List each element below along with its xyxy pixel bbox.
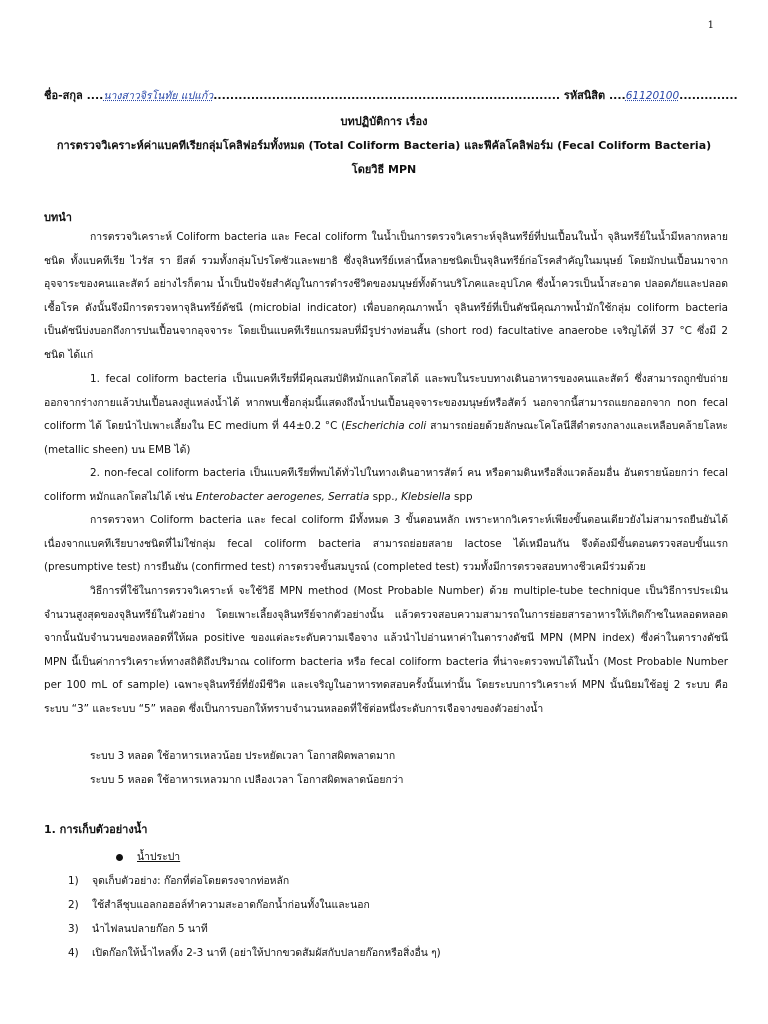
title-line-1: บทปฏิบัติการ เรื่อง [340, 115, 428, 128]
step-number: 4) [68, 947, 79, 959]
system-3-tubes: ระบบ 3 หลอด ใช้อาหารเหลวน้อย ประหยัดเวลา โอกาสผิดพลาดมาก [90, 750, 396, 762]
student-id-label: รหัสนิสิต [563, 89, 606, 102]
intro-paragraph-5 [44, 580, 728, 721]
step-text: ใช้สำลีชุบแอลกอฮอล์ทำความสะอาดก๊อกน้ำก่อนทั้งในและนอก [92, 899, 370, 911]
intro-paragraph-4 [44, 509, 728, 580]
dots: ................................................................................... [213, 89, 561, 102]
intro-paragraph-2 [44, 368, 728, 462]
intro-heading: บทนำ [44, 211, 72, 224]
intro-p1-text: การตรวจวิเคราะห์ Coliform bacteria และ Fecal coliform ในน้ำเป็นการตรวจวิเคราะห์จุลินทรีย์ที่ปนเปื้อนในน้ำ จุลินทรีย์ในน้ำมีหลากหลายชนิด ทั้งแบคทีเรีย ไวรัส รา ยีสต์ รวมทั้งกลุ่มโปรโตซัวและพยาธิ ซึ่งจุลินทรีย์เหล่านี้หลายชนิดเป็นจุลินทรีย์ก่อโรคสำคัญในมนุษย์ โดยมักปนเปื้อนมาจากอุจจาระของคนและสัตว์ อย่างไรก็ตาม น้ำเป็นปัจจัยสำคัญในการดำรงชีวิตของมนุษย์ทั้งด้านบริโภคและอุปโภค ซึ่งน้ำควรเป็นน้ำสะอาด ปลอดภัยและปลอดเชื้อโรค ดังนั้นจึงมีการตรวจหาจุลินทรีย์ดัชนี (microbial indicator) เพื่อบอกคุณภาพน้ำ จุลินทรีย์ที่เป็นดัชนีคุณภาพน้ำมักใช้กลุ่ม coliform bacteria เป็นดัชนีบ่งบอกถึงการปนเปื้อนจากอุจจาระ โดยเป็นแบคทีเรียแกรมลบที่มีรูปร่างท่อนสั้น (short rod) facultative anaerobe เจริญได้ที่ 37 °C ซึ่งมี 2 ชนิด ได้แก่ [44, 231, 728, 361]
intro-paragraph-1 [44, 226, 728, 367]
intro-p5-text: วิธีการที่ใช้ในการตรวจวิเคราะห์ จะใช้วิธี MPN method (Most Probable Number) ด้วย multiple-tube technique เป็นวิธีการประเมินจำนวนสูงสุดของจุลินทรีย์ในตัวอย่าง โดยเพาะเลี้ยงจุลินทรีย์จากตัวอย่างนั้น แล้วตรวจสอบความสามารถในการย่อยสารอาหารให้เกิดก๊าซในหลอดหลอด จากนั้นนับจำนวนของหลอดที่ให้ผล positive ของแต่ละระดับความเจือจาง แล้วนำไปอ่านหาค่าในตารางดัชนี MPN (MPN index) ซึ่งค่าในตารางดัชนี MPN นี้เป็นค่าการวิเคราะห์ทางสถิติถึงปริมาณ coliform bacteria หรือ fecal coliform bacteria ที่น่าจะตรวจพบได้ในน้ำ (Most Probable Number per 100 mL of sample) เฉพาะจุลินทรีย์ที่ยังมีชีวิต และเจริญในอาหารทดสอบครั้งนั้นเท่านั้น โดยระบบการวิเคราะห์ MPN นั้นนิยมใช้อยู่ 2 ระบบ คือ ระบบ “3” และระบบ “5” หลอด ซึ่งเป็นการบอกให้ทราบจำนวนหลอดที่ใช้ต่อหนึ่งระดับการเจือจางของตัวอย่างน้ำ [44, 585, 728, 715]
step-item [68, 872, 289, 889]
section-1-heading: 1. การเก็บตัวอย่างน้ำ [44, 823, 148, 836]
bullet-item [116, 848, 180, 865]
intro-p4-text: การตรวจหา Coliform bacteria และ fecal coliform มีทั้งหมด 3 ขั้นตอนหลัก เพราะหากวิเคราะห์เพียงขั้นตอนเดียวยังไม่สามารถยืนยันได้ เนื่องจากแบคทีเรียบางชนิดที่ไม่ใช่กลุ่ม fecal coliform bacteria สามารถย่อยสลาย lactose ได้เหมือนกัน จึงต้องมีขั้นตอนตรวจสอบขั้นแรก (presumptive test) การยืนยัน (confirmed test) การตรวจขั้นสมบูรณ์ (completed test) รวมทั้งมีการตรวจสอบทางชีวเคมีร่วมด้วย [44, 514, 728, 573]
dots: .... [609, 89, 626, 102]
step-item [68, 920, 208, 937]
bullet-label: น้ำประปา [137, 851, 181, 863]
intro-p2-text-a: 1. fecal coliform bacteria เป็นแบคทีเรียที่มีคุณสมบัติหมักแลกโตสได้ และพบในระบบทางเดินอาหารของคนและสัตว์ ซึ่งสามารถถูกขับถ่ายออกจากร่างกายแล้วปนเปื้อนลงสู่แหล่งน้ำได้ หากพบเชื้อกลุ่มนี้แสดงถึงน้ำปนเปื้อนอุจจาระของมนุษย์หรือสัตว์ นอกจากนี้สามารถแยกออกจาก non fecal coliform ได้ โดยนำไปเพาะเลี้ยงใน EC medium ที่ 44±0.2 °C ( [44, 373, 728, 432]
handwritten-student-id: 61120100 [625, 90, 680, 102]
title-line-3: โดยวิธี MPN [351, 163, 417, 176]
bullet-dot-icon [116, 854, 123, 861]
species-name: Enterobacter aerogenes, Serratia [195, 490, 370, 503]
page-number: 1 [707, 20, 714, 31]
name-label: ชื่อ-สกุล [44, 89, 83, 102]
step-item [68, 944, 441, 961]
intro-p3-text-a: 2. non-fecal coliform bacteria เป็นแบคทีเรียที่พบได้ทั่วไปในทางเดินอาหารสัตว์ คน หรือตามดินหรือสิ่งแวดล้อมอื่น อันตรายน้อยกว่า fecal coliform หมักแลกโตสไม่ได้ เช่น [44, 467, 728, 503]
intro-paragraph-3 [44, 462, 728, 509]
intro-p2-text-b: สามารถย่อยด้วยลักษณะโคโลนีสีดำตรงกลางและเหลือบคล้ายโลหะ (metallic sheen) บน EMB ได้) [44, 420, 729, 456]
species-name: Escherichia coli [345, 420, 427, 432]
system-5-tubes: ระบบ 5 หลอด ใช้อาหารเหลวมาก เปลืองเวลา โอกาสผิดพลาดน้อยกว่า [90, 774, 404, 786]
step-text: นำไฟลนปลายก๊อก 5 นาที [92, 923, 208, 935]
intro-p3-text-c: spp [450, 490, 473, 503]
step-text: จุดเก็บตัวอย่าง: ก๊อกที่ต่อโดยตรงจากท่อหลัก [92, 875, 290, 887]
dots: .... [86, 89, 104, 102]
step-number: 3) [68, 923, 79, 935]
step-number: 1) [68, 875, 79, 887]
step-item [68, 896, 370, 913]
handwritten-name: นางสาวจิรโนทัย แปแก้ว [103, 90, 214, 102]
step-text: เปิดก๊อกให้น้ำไหลทิ้ง 2-3 นาที (อย่าให้ปากขวดสัมผัสกับปลายก๊อกหรือสิ่งอื่น ๆ) [92, 947, 441, 959]
step-number: 2) [68, 899, 79, 911]
dots: .............. [679, 89, 738, 102]
intro-p3-text-b: spp., [369, 490, 402, 503]
name-id-line [44, 86, 738, 104]
species-name: Klebsiella [401, 490, 451, 503]
title-line-2: การตรวจวิเคราะห์ค่าแบคทีเรียกลุ่มโคลิฟอร์มทั้งหมด (Total Coliform Bacteria) และฟีคัลโคลิฟอร์ม (Fecal Coliform Bacteria) [56, 139, 712, 152]
